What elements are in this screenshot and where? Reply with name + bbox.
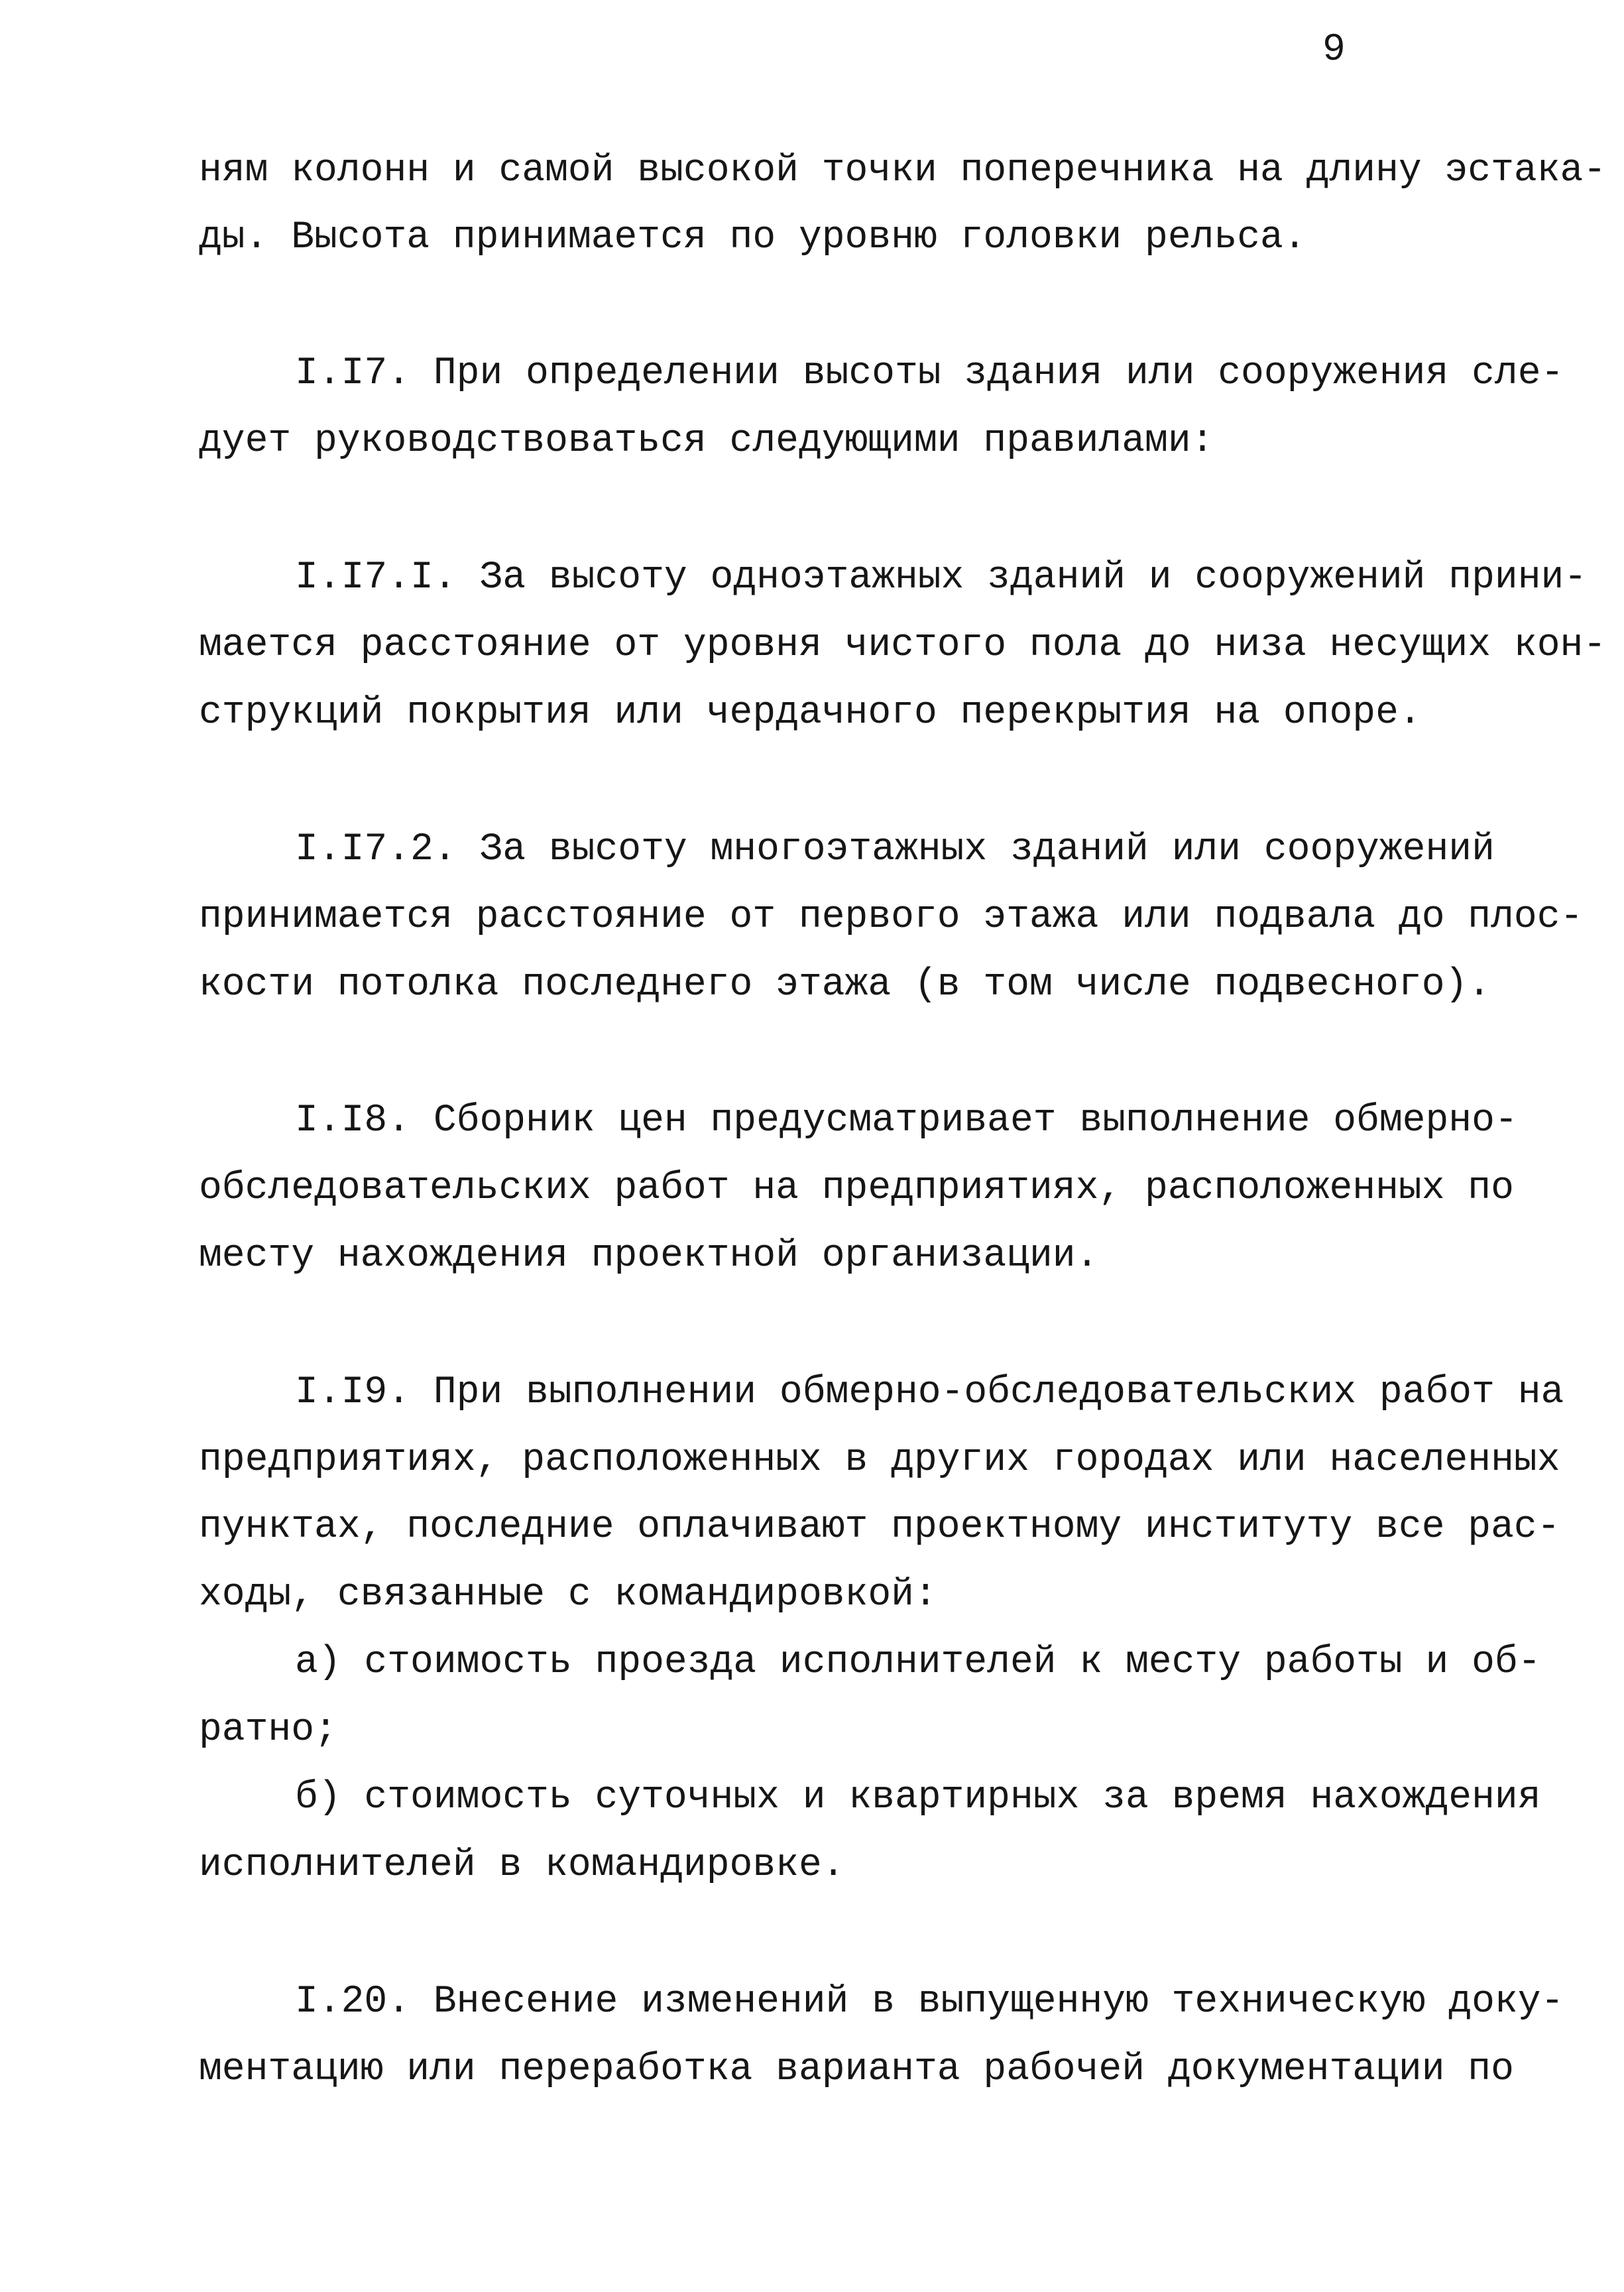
text-line: кости потолка последнего этажа (в том числе подвесного).: [199, 963, 1491, 1006]
paragraph-start-line: I.20. Внесение изменений в выпущенную техническую доку-: [295, 1980, 1564, 2023]
text-line: дует руководствоваться следующими правилами:: [199, 420, 1214, 463]
text-line: пунктах, последние оплачивают проектному институту все рас-: [199, 1506, 1560, 1549]
text-line: месту нахождения проектной организации.: [199, 1235, 1099, 1278]
text-line: ментацию или переработка варианта рабочей документации по: [199, 2048, 1514, 2091]
text-line: обследовательских работ на предприятиях, расположенных по: [199, 1167, 1514, 1210]
paragraph-start-line: I.I7. При определении высоты здания или сооружения сле-: [295, 352, 1564, 395]
text-line: предприятиях, расположенных в других городах или населенных: [199, 1439, 1560, 1482]
page-number: 9: [1322, 29, 1346, 72]
list-item-line: а) стоимость проезда исполнителей к месту работы и об-: [295, 1641, 1541, 1684]
text-line: струкций покрытия или чердачного перекрытия на опоре.: [199, 692, 1422, 735]
paragraph-start-line: I.I7.2. За высоту многоэтажных зданий или сооружений: [295, 828, 1495, 871]
text-line: ходы, связанные с командировкой:: [199, 1573, 937, 1616]
paragraph-start-line: I.I9. При выполнении обмерно-обследовательских работ на: [295, 1371, 1564, 1414]
text-line: принимается расстояние от первого этажа или подвала до плос-: [199, 896, 1584, 939]
list-item-line: б) стоимость суточных и квартирных за время нахождения: [295, 1776, 1541, 1819]
paragraph-start-line: I.I7.I. За высоту одноэтажных зданий и сооружений прини-: [295, 556, 1588, 599]
text-line: исполнителей в командировке.: [199, 1844, 845, 1887]
text-line: ды. Высота принимается по уровню головки рельса.: [199, 216, 1306, 259]
text-line: ням колонн и самой высокой точки поперечника на длину эстака-: [199, 149, 1607, 192]
text-line: мается расстояние от уровня чистого пола до низа несущих кон-: [199, 624, 1607, 667]
text-line: ратно;: [199, 1709, 337, 1752]
paragraph-start-line: I.I8. Сборник цен предусматривает выполнение обмерно-: [295, 1099, 1518, 1142]
